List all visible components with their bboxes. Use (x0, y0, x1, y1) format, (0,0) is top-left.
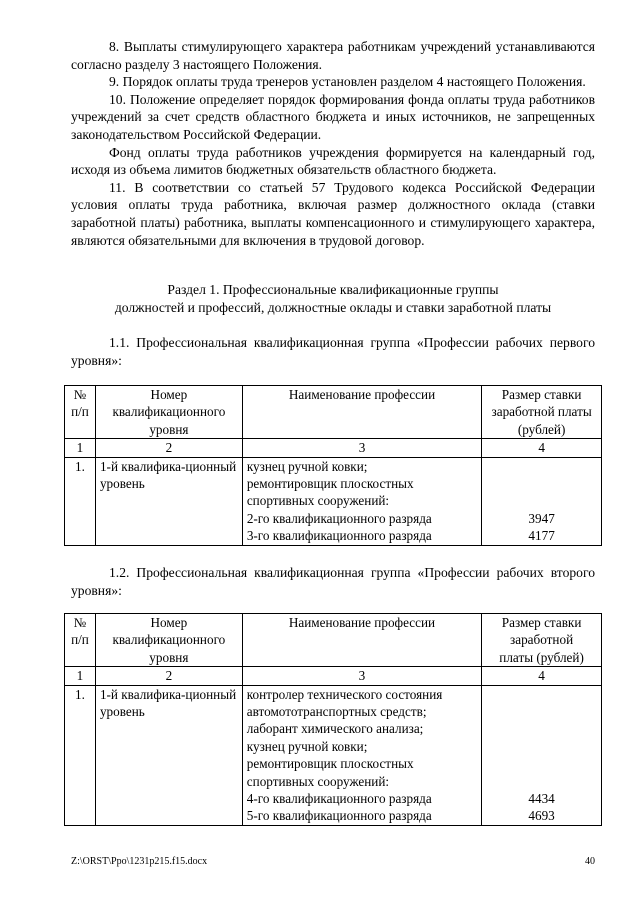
row-num: 1. (65, 685, 96, 825)
profession-line: 5-го квалификационного разряда (246, 808, 432, 824)
table-header-row (65, 386, 602, 439)
rate-value (486, 703, 597, 720)
paragraph-10: 10. Положение определяет порядок формирования фонда оплаты труда работников учреждений за счет средств областного бюджета и иных источников, не запрещенных законодательством Российской Федерации. (71, 91, 595, 142)
profession-line: кузнец ручной ковки; (246, 738, 368, 754)
col-number-4: 4 (482, 667, 602, 685)
col-number-3: 3 (242, 439, 481, 457)
profession-line: спортивных сооружений: (246, 493, 390, 509)
profession-line: 2-го квалификационного разряда (246, 510, 432, 526)
rate-value: 4693 (528, 808, 555, 824)
footer-file-path: Z:\ORST\Ppo\1231p215.f15.docx (71, 856, 208, 867)
col-number-1: 1 (65, 439, 96, 457)
table-numbering-row (65, 667, 602, 685)
header-name: Наименование профессии (242, 614, 481, 667)
rate-value (486, 755, 597, 772)
header-rate: Размер ставки заработной платы (рублей) (482, 386, 602, 439)
profession-line: ремонтировщик плоскостных (246, 476, 414, 492)
col-number-2: 2 (95, 667, 242, 685)
col-number-4: 4 (482, 439, 602, 457)
header-rate: Размер ставки заработной платы (рублей) (482, 614, 602, 667)
profession-line: 4-го квалификационного разряда (246, 791, 432, 807)
profession-line: контролер технического состояния (246, 686, 443, 702)
header-num: № п/п (65, 614, 96, 667)
subsection-1-1-text: 1.1. Профессиональная квалификационная группа «Профессии рабочих первого уровня»: (71, 335, 595, 368)
col-number-1: 1 (65, 667, 96, 685)
paragraph-8: 8. Выплаты стимулирующего характера работникам учреждений устанавливаются согласно разделу 3 настоящего Положения. (71, 39, 595, 72)
header-name: Наименование профессии (242, 386, 481, 439)
row-rates (482, 457, 602, 545)
paragraph-9: 9. Порядок оплаты труда тренеров установлен разделом 4 настоящего Положения. (109, 74, 586, 90)
section-title (71, 281, 595, 317)
col-number-2: 2 (95, 439, 242, 457)
header-level: Номер квалификационного уровня (95, 386, 242, 439)
rate-value: 4434 (528, 791, 555, 807)
section-title-line-2: должностей и профессий, должностные оклады и ставки заработной платы (114, 300, 552, 315)
rate-value (486, 492, 597, 509)
subsection-1-2 (71, 564, 595, 599)
profession-line: спортивных сооружений: (246, 773, 390, 789)
header-level: Номер квалификационного уровня (95, 614, 242, 667)
table-header-row (65, 614, 602, 667)
table-1-2 (64, 613, 602, 826)
rate-value: 3947 (528, 510, 555, 526)
profession-line: 3-го квалификационного разряда (246, 528, 432, 544)
rate-value (486, 720, 597, 737)
table-numbering-row (65, 439, 602, 457)
rate-value (486, 475, 597, 492)
col-number-3: 3 (242, 667, 481, 685)
row-level: 1-й квалифика-ционный уровень (95, 457, 242, 545)
row-num: 1. (65, 457, 96, 545)
header-num: № п/п (65, 386, 96, 439)
profession-line: автомототранспортных средств; (246, 704, 427, 720)
profession-line: ремонтировщик плоскостных (246, 756, 414, 772)
subsection-1-2-text: 1.2. Профессиональная квалификационная группа «Профессии рабочих второго уровня»: (71, 565, 595, 598)
row-rates (482, 685, 602, 825)
table-row (65, 457, 602, 545)
table-row (65, 685, 602, 825)
row-level: 1-й квалифика-ционный уровень (95, 685, 242, 825)
profession-line: лаборант химического анализа; (246, 721, 424, 737)
paragraph-11: 11. В соответствии со статьей 57 Трудового кодекса Российской Федерации условия оплаты труда работника, включая размер должностного оклада (ставки заработной платы) работника, выплаты компенсационного и стимулирующего характера, являются обязательными для включения в трудовой договор. (71, 179, 595, 248)
paragraph-10-fund: Фонд оплаты труда работников учреждения формируется на календарный год, исходя из объема лимитов бюджетных обязательств областного бюджета. (71, 144, 595, 178)
rate-value (486, 738, 597, 755)
rate-value (486, 458, 597, 475)
subsection-1-1 (71, 334, 595, 369)
profession-line: кузнец ручной ковки; (246, 458, 368, 474)
table-1-1 (64, 385, 602, 546)
row-professions (242, 685, 481, 825)
body-text (71, 38, 595, 249)
rate-value (486, 773, 597, 790)
rate-value: 4177 (528, 528, 555, 544)
section-title-line-1: Раздел 1. Профессиональные квалификационные группы (167, 282, 499, 297)
rate-value (486, 686, 597, 703)
page-number: 40 (585, 856, 595, 867)
row-professions (242, 457, 481, 545)
